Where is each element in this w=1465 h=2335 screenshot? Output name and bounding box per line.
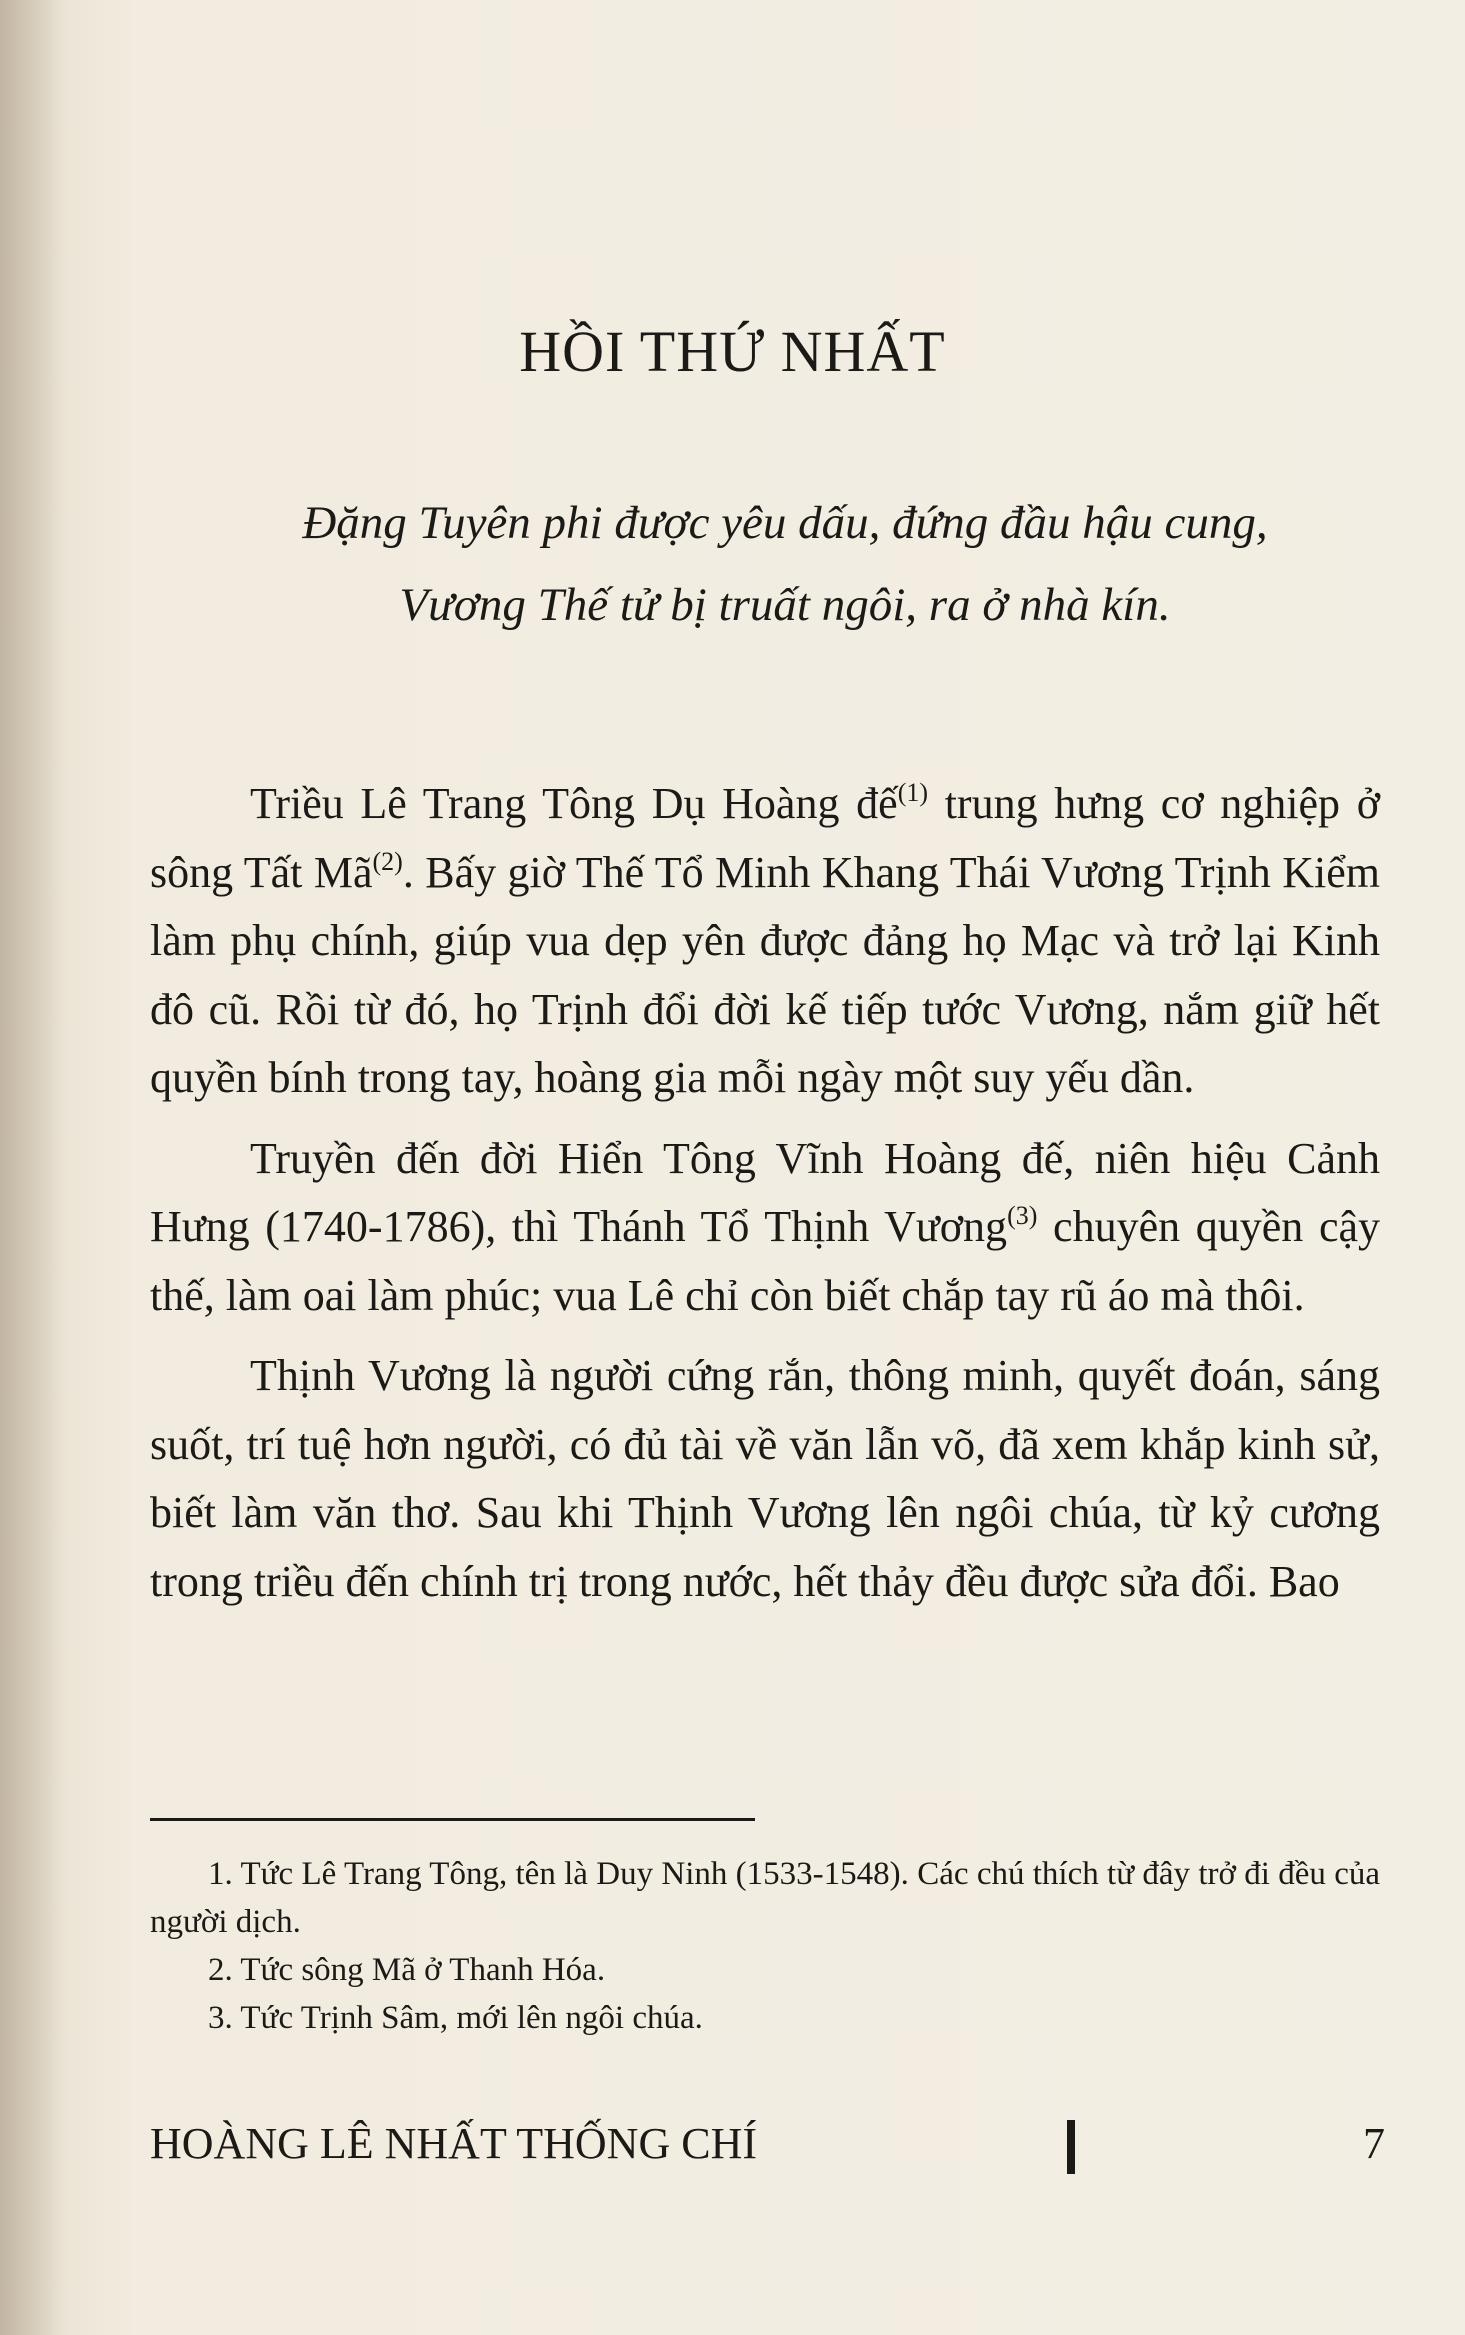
footer-separator-bar	[1067, 2120, 1075, 2174]
running-book-title: HOÀNG LÊ NHẤT THỐNG CHÍ	[150, 2119, 757, 2168]
chapter-title: HỒI THỨ NHẤT	[519, 319, 946, 384]
subtitle-line: Vương Thế tử bị truất ngôi, ra ở nhà kín.	[399, 579, 1171, 631]
paragraph-text: Truyền đến đời Hiển Tông Vĩnh Hoàng đế, niên hiệu Cảnh Hưng (1740-1786), thì Thánh Tổ Thịnh Vương	[150, 1133, 1380, 1251]
paragraph-text: chuyên quyền cậy thế, làm oai làm phúc; vua Lê chỉ còn biết chắp tay rũ áo mà thôi.	[150, 1202, 1381, 1320]
paragraph-2	[150, 1125, 1380, 1331]
paragraph-text: trung hưng cơ nghiệp ở sông Tất Mã	[150, 779, 1380, 897]
footnotes	[150, 1850, 1380, 2042]
footnote-1: 1. Tức Lê Trang Tông, tên là Duy Ninh (1533-1548). Các chú thích từ đây trở đi đều của người dịch.	[150, 1856, 1380, 1940]
paragraph-text: . Bấy giờ Thế Tổ Minh Khang Thái Vương Trịnh Kiểm làm phụ chính, giúp vua dẹp yên được đảng họ Mạc và trở lại Kinh đô cũ. Rồi từ đó, họ Trịnh đổi đời kế tiếp tước Vương, nắm giữ hết quyền bính trong tay, hoàng gia mỗi ngày một suy yếu dần.	[150, 847, 1380, 1102]
footnote-ref-1[interactable]: (1)	[897, 778, 929, 807]
footnote-ref-3[interactable]: (3)	[1007, 1201, 1038, 1230]
paragraph-1	[150, 770, 1380, 1113]
page-number: 7	[1363, 2119, 1385, 2168]
footnote-2: 2. Tức sông Mã ở Thanh Hóa.	[208, 1952, 606, 1988]
paragraph-3: Thịnh Vương là người cứng rắn, thông minh, quyết đoán, sáng suốt, trí tuệ hơn người, có đủ tài về văn lẫn võ, đã xem khắp kinh sử, biết làm văn thơ. Sau khi Thịnh Vương lên ngôi chúa, từ kỷ cương trong triều đến chính trị trong nước, hết thảy đều được sửa đổi. Bao	[150, 1351, 1380, 1606]
subtitle-line: Đặng Tuyên phi được yêu dấu, đứng đầu hậu cung,	[302, 497, 1268, 549]
footnote-divider	[150, 1818, 755, 1821]
page-footer	[150, 2114, 1385, 2174]
footnote-3: 3. Tức Trịnh Sâm, mới lên ngôi chúa.	[208, 2000, 703, 2036]
chapter-subtitle	[180, 482, 1390, 646]
body-text	[150, 770, 1380, 1628]
paragraph-text: Triều Lê Trang Tông Dụ Hoàng đế	[250, 779, 898, 828]
footnote-ref-2[interactable]: (2)	[372, 846, 403, 876]
